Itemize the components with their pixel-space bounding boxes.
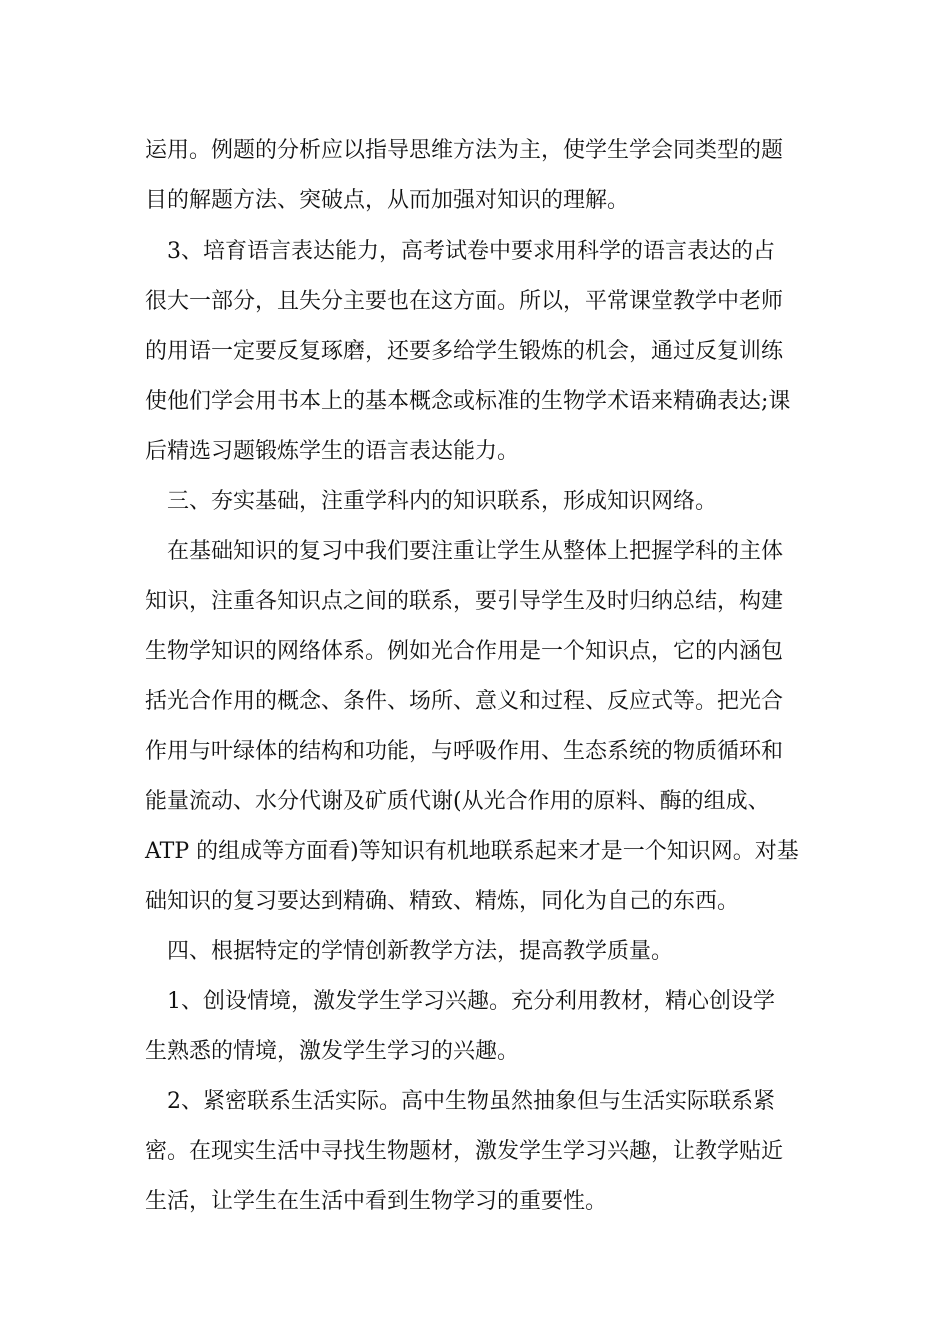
text-line: 后精选习题锻炼学生的语言表达能力。	[145, 439, 520, 464]
text-line: 很大一部分，且失分主要也在这方面。所以，平常课堂教学中老师	[145, 289, 784, 314]
text-line: 密。在现实生活中寻找生物题材，激发学生学习兴趣，让教学贴近	[145, 1139, 784, 1164]
text-line: ATP 的组成等方面看)等知识有机地联系起来才是一个知识网。对基	[145, 839, 799, 864]
text-line: 生物学知识的网络体系。例如光合作用是一个知识点，它的内涵包	[145, 639, 784, 664]
text-line: 运用。例题的分析应以指导思维方法为主，使学生学会同类型的题	[145, 138, 784, 163]
text-line: 1、创设情境，激发学生学习兴趣。充分利用教材，精心创设学	[145, 989, 775, 1014]
text-line: 使他们学会用书本上的基本概念或标准的生物学术语来精确表达;课	[145, 389, 791, 414]
text-line: 在基础知识的复习中我们要注重让学生从整体上把握学科的主体	[145, 539, 784, 564]
text-line: 括光合作用的概念、条件、场所、意义和过程、反应式等。把光合	[145, 689, 784, 714]
text-line: 2、紧密联系生活实际。高中生物虽然抽象但与生活实际联系紧	[145, 1089, 775, 1114]
text-line: 3、培育语言表达能力，高考试卷中要求用科学的语言表达的占	[145, 239, 775, 264]
text-line: 的用语一定要反复琢磨，还要多给学生锻炼的机会，通过反复训练	[145, 339, 784, 364]
text-line: 能量流动、水分代谢及矿质代谢(从光合作用的原料、酶的组成、	[145, 789, 770, 814]
section-heading: 三、夯实基础，注重学科内的知识联系，形成知识网络。	[145, 489, 718, 514]
text-line: 作用与叶绿体的结构和功能，与呼吸作用、生态系统的物质循环和	[145, 739, 784, 764]
text-line: 生熟悉的情境，激发学生学习的兴趣。	[145, 1039, 520, 1064]
text-line: 知识，注重各知识点之间的联系，要引导学生及时归纳总结，构建	[145, 589, 784, 614]
text-line: 础知识的复习要达到精确、精致、精炼，同化为自己的东西。	[145, 889, 740, 914]
text-line: 生活，让学生在生活中看到生物学习的重要性。	[145, 1189, 608, 1214]
section-heading: 四、根据特定的学情创新教学方法，提高教学质量。	[145, 939, 674, 964]
text-line: 目的解题方法、突破点，从而加强对知识的理解。	[145, 188, 630, 213]
